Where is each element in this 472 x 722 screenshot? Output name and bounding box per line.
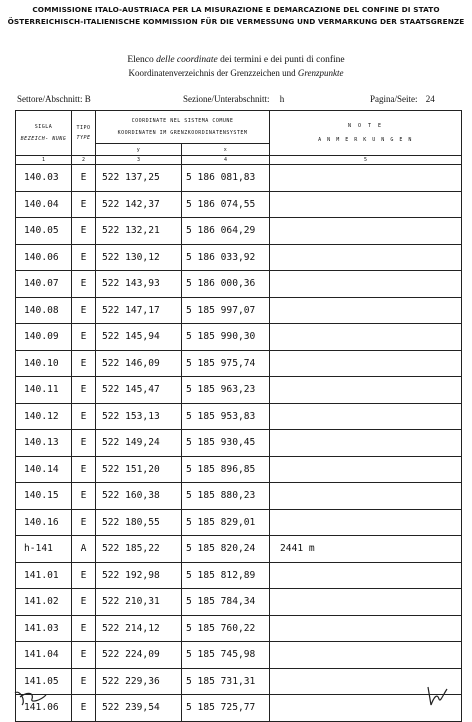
title-de-part-b: Grenzpunkte: [297, 68, 344, 78]
y-cell: 522 160,38: [96, 483, 182, 510]
y-cell: 522 130,12: [96, 244, 182, 271]
bezeichnung-label: BEZEICH- NUNG: [20, 135, 67, 142]
tipo-cell: E: [72, 271, 96, 298]
tipo-cell: E: [72, 165, 96, 192]
tipo-cell: E: [72, 589, 96, 616]
sigla-cell: 141.04: [16, 642, 72, 669]
tipo-cell: E: [72, 191, 96, 218]
y-cell: 522 149,24: [96, 430, 182, 457]
sigla-cell: 140.03: [16, 165, 72, 192]
table-row: [16, 191, 462, 218]
y-cell: 522 153,13: [96, 403, 182, 430]
x-cell: 5 185 990,30: [182, 324, 270, 351]
document-title-italian: [0, 55, 472, 65]
table-row: [16, 509, 462, 536]
y-cell: 522 180,55: [96, 509, 182, 536]
note-cell: [270, 642, 462, 669]
coord-label-german: KOORDINATEN IM GRENZKOORDINATENSYSTEM: [117, 130, 248, 136]
col-number-4: 4: [182, 156, 270, 165]
commission-header-italian: COMMISSIONE ITALO-AUSTRIACA PER LA MISURAZIONE E DEMARCAZIONE DEL CONFINE DI STATO: [32, 5, 440, 14]
header-tipo: [72, 111, 96, 156]
note-cell: [270, 456, 462, 483]
note-cell: [270, 483, 462, 510]
sigla-cell: 141.06: [16, 695, 72, 722]
settore-value: B: [84, 94, 91, 104]
sigla-cell: 140.09: [16, 324, 72, 351]
y-cell: 522 192,98: [96, 562, 182, 589]
sigla-cell: 140.04: [16, 191, 72, 218]
x-cell: 5 185 784,34: [182, 589, 270, 616]
sigla-cell: h-141: [16, 536, 72, 563]
x-cell: 5 185 963,23: [182, 377, 270, 404]
sezione-value: h: [279, 94, 285, 104]
handwritten-signature-right: [424, 683, 450, 709]
table-row: [16, 562, 462, 589]
note-cell: [270, 244, 462, 271]
y-cell: 522 143,93: [96, 271, 182, 298]
x-cell: 5 186 064,29: [182, 218, 270, 245]
title-it-part-a: Elenco: [127, 55, 157, 65]
y-cell: 522 145,94: [96, 324, 182, 351]
y-cell: 522 239,54: [96, 695, 182, 722]
sigla-cell: 140.16: [16, 509, 72, 536]
settore-field: [17, 94, 91, 104]
table-row: [16, 695, 462, 722]
sigla-cell: 140.14: [16, 456, 72, 483]
table-row: [16, 589, 462, 616]
y-cell: 522 142,37: [96, 191, 182, 218]
y-cell: 522 185,22: [96, 536, 182, 563]
x-cell: 5 186 000,36: [182, 271, 270, 298]
y-cell: 522 151,20: [96, 456, 182, 483]
y-cell: 522 146,09: [96, 350, 182, 377]
x-cell: 5 185 880,23: [182, 483, 270, 510]
note-cell: 2441 m: [270, 536, 462, 563]
header-sigla: [16, 111, 72, 156]
note-cell: [270, 191, 462, 218]
header-note: [270, 111, 462, 156]
tipo-cell: E: [72, 695, 96, 722]
sigla-cell: 140.12: [16, 403, 72, 430]
tipo-cell: E: [72, 403, 96, 430]
sigla-label: SIGLA: [34, 123, 53, 130]
header-coordinates: [96, 111, 270, 144]
tipo-cell: E: [72, 324, 96, 351]
sigla-cell: 140.05: [16, 218, 72, 245]
tipo-cell: E: [72, 244, 96, 271]
x-cell: 5 186 033,92: [182, 244, 270, 271]
note-cell: [270, 403, 462, 430]
y-cell: 522 214,12: [96, 615, 182, 642]
note-cell: [270, 165, 462, 192]
tipo-cell: E: [72, 483, 96, 510]
tipo-cell: E: [72, 297, 96, 324]
settore-label: Settore/Abschnitt:: [17, 94, 83, 104]
document-title-german: [0, 68, 472, 78]
table-row: [16, 218, 462, 245]
note-cell: [270, 430, 462, 457]
type-label: TYPE: [76, 135, 91, 141]
sigla-cell: 140.07: [16, 271, 72, 298]
table-row: [16, 615, 462, 642]
sigla-cell: 141.02: [16, 589, 72, 616]
y-cell: 522 147,17: [96, 297, 182, 324]
x-cell: 5 185 930,45: [182, 430, 270, 457]
y-cell: 522 137,25: [96, 165, 182, 192]
sezione-field: [183, 94, 284, 104]
tipo-label: TIPO: [76, 125, 91, 131]
handwritten-signature-left: [12, 687, 50, 707]
table-row: [16, 324, 462, 351]
x-cell: 5 185 829,01: [182, 509, 270, 536]
x-cell: 5 185 731,31: [182, 668, 270, 695]
note-cell: [270, 350, 462, 377]
x-cell: 5 185 812,89: [182, 562, 270, 589]
sigla-cell: 141.05: [16, 668, 72, 695]
anmerkungen-label: A N M E R K U N G E N: [318, 137, 413, 143]
coord-label-italian: COORDINATE NEL SISTEMA COMUNE: [131, 118, 234, 124]
sigla-cell: 141.01: [16, 562, 72, 589]
y-cell: 522 132,21: [96, 218, 182, 245]
coordinates-table: [15, 110, 462, 722]
tipo-cell: E: [72, 615, 96, 642]
note-cell: [270, 509, 462, 536]
x-cell: 5 186 074,55: [182, 191, 270, 218]
y-cell: 522 210,31: [96, 589, 182, 616]
title-it-part-b: delle coordinate: [156, 55, 218, 65]
tipo-cell: E: [72, 642, 96, 669]
col-number-1: 1: [16, 156, 72, 165]
tipo-cell: E: [72, 509, 96, 536]
pagina-field: [370, 94, 435, 104]
x-cell: 5 185 975,74: [182, 350, 270, 377]
table-row: [16, 377, 462, 404]
x-cell: 5 185 725,77: [182, 695, 270, 722]
title-de-part-a: Koordinatenverzeichnis der Grenzzeichen und: [128, 68, 298, 78]
note-cell: [270, 324, 462, 351]
commission-header-german: ÖSTERREICHISCH-ITALIENISCHE KOMMISSION FÜR DIE VERMESSUNG UND VERMARKUNG DER STAATSGRENZE: [7, 17, 465, 26]
title-it-part-c: dei termini e dei punti di confine: [217, 55, 345, 65]
x-cell: 5 185 896,85: [182, 456, 270, 483]
tipo-cell: E: [72, 377, 96, 404]
x-cell: 5 185 820,24: [182, 536, 270, 563]
col-number-5: 5: [270, 156, 462, 165]
note-cell: [270, 218, 462, 245]
note-cell: [270, 271, 462, 298]
sigla-cell: 140.06: [16, 244, 72, 271]
y-cell: 522 145,47: [96, 377, 182, 404]
tipo-cell: A: [72, 536, 96, 563]
tipo-cell: E: [72, 456, 96, 483]
table-row: [16, 456, 462, 483]
y-cell: 522 229,36: [96, 668, 182, 695]
note-cell: [270, 615, 462, 642]
table-row: [16, 668, 462, 695]
table-row: [16, 403, 462, 430]
table-row: [16, 244, 462, 271]
coordinates-body: [16, 165, 462, 722]
sigla-cell: 140.10: [16, 350, 72, 377]
y-cell: 522 224,09: [96, 642, 182, 669]
x-cell: 5 185 745,98: [182, 642, 270, 669]
sigla-cell: 140.13: [16, 430, 72, 457]
sigla-cell: 140.08: [16, 297, 72, 324]
sigla-cell: 140.15: [16, 483, 72, 510]
tipo-cell: E: [72, 218, 96, 245]
sezione-label: Sezione/Unterabschnitt:: [183, 94, 270, 104]
sigla-cell: 140.11: [16, 377, 72, 404]
pagina-label: Pagina/Seite:: [370, 94, 418, 104]
x-cell: 5 185 760,22: [182, 615, 270, 642]
pagina-value: 24: [425, 94, 435, 104]
note-cell: [270, 297, 462, 324]
table-row: [16, 350, 462, 377]
tipo-cell: E: [72, 350, 96, 377]
table-row: [16, 483, 462, 510]
col-number-2: 2: [72, 156, 96, 165]
sigla-cell: 141.03: [16, 615, 72, 642]
tipo-cell: E: [72, 668, 96, 695]
note-cell: [270, 377, 462, 404]
header-x: x: [182, 144, 270, 156]
table-row: [16, 430, 462, 457]
x-cell: 5 185 953,83: [182, 403, 270, 430]
note-cell: [270, 562, 462, 589]
table-row: [16, 297, 462, 324]
table-row: [16, 642, 462, 669]
tipo-cell: E: [72, 430, 96, 457]
table-row: [16, 271, 462, 298]
col-number-3: 3: [96, 156, 182, 165]
table-row: [16, 536, 462, 563]
x-cell: 5 186 081,83: [182, 165, 270, 192]
x-cell: 5 185 997,07: [182, 297, 270, 324]
header-y: y: [96, 144, 182, 156]
note-cell: [270, 589, 462, 616]
table-row: [16, 165, 462, 192]
tipo-cell: E: [72, 562, 96, 589]
note-label: N O T E: [347, 123, 384, 129]
